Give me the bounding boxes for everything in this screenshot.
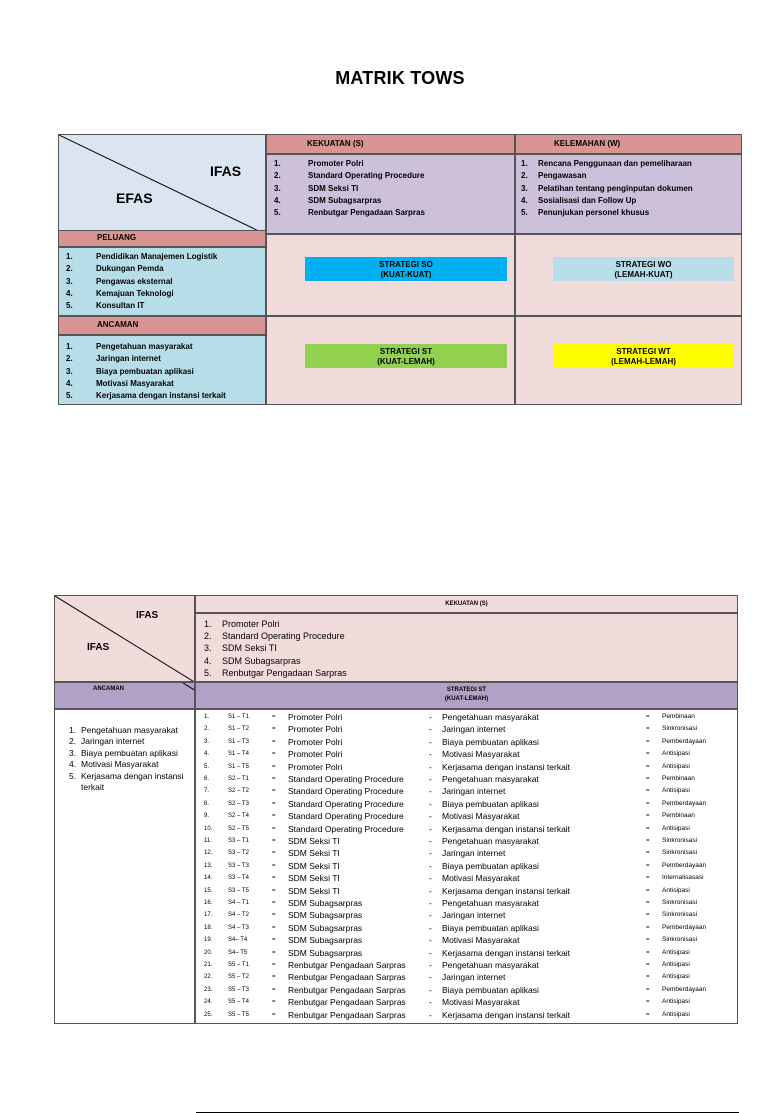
list-item: 4. Kemajuan Teknologi	[66, 288, 174, 298]
list-item: 5. Kerjasama dengan instansi terkait	[66, 391, 226, 401]
dash-separator: -	[429, 972, 432, 983]
dash-separator: -	[429, 910, 432, 921]
diagonal-divider	[59, 135, 266, 234]
row-code: S1 – T2	[228, 726, 249, 733]
row-code: S3 – T4	[228, 875, 249, 882]
list-item: 5. Renbutgar Pengadaan Sarpras	[204, 667, 347, 678]
equals-separator: =	[272, 838, 276, 844]
row-code: S2 – T2	[228, 788, 249, 795]
ancaman-list-cell	[54, 709, 195, 1024]
equals-separator: =	[646, 937, 650, 944]
list-item: 3. Biaya pembuatan aplikasi	[66, 366, 194, 376]
strategi-st-header	[195, 682, 738, 709]
kelemahan-header: KELEMAHAN (W)	[515, 134, 742, 154]
row-no: 5.	[204, 763, 210, 770]
row-s: Promoter Polri	[288, 712, 343, 722]
list-item: 2. Dukungan Pemda	[66, 264, 164, 274]
ancaman-header-label: ANCAMAN	[93, 686, 124, 692]
equals-separator: =	[272, 924, 276, 931]
equals-separator: =	[646, 800, 650, 807]
row-no: 17.	[204, 912, 213, 919]
ancaman-list-cell	[58, 335, 266, 405]
table-row	[196, 860, 739, 872]
dash-separator: -	[429, 823, 432, 834]
row-no: 7.	[204, 788, 210, 795]
equals-separator: =	[646, 924, 650, 931]
row-t: Biaya pembuatan aplikasi	[442, 984, 539, 995]
row-s: Standard Operating Procedure	[288, 798, 404, 809]
row-t: Motivasi Masyarakat	[442, 811, 520, 822]
kekuatan-list-cell	[195, 613, 738, 682]
equals-separator: =	[646, 900, 650, 906]
table-row	[196, 984, 739, 996]
row-no: 2.	[204, 726, 210, 733]
row-s: SDM Seksi TI	[288, 873, 340, 884]
row-no: 8.	[204, 800, 210, 807]
row-s: SDM Seksi TI	[288, 836, 340, 846]
row-s: Promoter Polri	[288, 724, 343, 735]
row-r: Sinkronisasi	[662, 725, 698, 733]
equals-separator: =	[646, 974, 650, 981]
ancaman-header	[54, 682, 195, 709]
equals-separator: =	[646, 714, 650, 720]
list-item: 3. Biaya pembuatan aplikasi	[69, 747, 178, 758]
kelemahan-list-cell	[515, 154, 742, 234]
table-row	[196, 897, 739, 909]
row-t: Jaringan internet	[442, 848, 506, 859]
row-code: S3 – T3	[228, 862, 249, 869]
row-r: Sinkronisasi	[662, 837, 698, 844]
dash-separator: -	[429, 984, 432, 995]
dash-separator: -	[429, 798, 432, 809]
dash-separator: -	[429, 811, 432, 822]
row-code: S5 – T3	[228, 986, 249, 993]
row-code: S3 – T5	[228, 887, 249, 894]
table-row	[196, 748, 739, 760]
row-code: S5 – T5	[228, 1011, 249, 1018]
list-item: 4. Motivasi Masyarakat	[69, 759, 159, 770]
equals-separator: =	[646, 912, 650, 919]
ancaman-list	[69, 725, 189, 793]
row-t: Jaringan internet	[442, 786, 506, 797]
dash-separator: -	[429, 736, 432, 747]
table-row	[196, 847, 739, 859]
row-s: Standard Operating Procedure	[288, 786, 404, 797]
row-s: Standard Operating Procedure	[288, 811, 404, 822]
list-item: 2. Standard Operating Procedure	[274, 171, 425, 181]
row-code: S3 – T1	[228, 838, 249, 844]
row-t: Motivasi Masyarakat	[442, 749, 520, 760]
row-code: S4– T5	[228, 949, 248, 956]
strategi-wt-badge: STRATEGI WT (LEMAH-LEMAH)	[553, 344, 734, 368]
strategi-wo-cell	[515, 234, 742, 316]
list-item: 4. Sosialisasi dan Follow Up	[521, 195, 637, 205]
equals-separator: =	[646, 788, 650, 795]
row-s: SDM Subagsarpras	[288, 935, 363, 946]
row-s: SDM Seksi TI	[288, 848, 340, 859]
strategi-so-badge: STRATEGI SO (KUAT-KUAT)	[305, 257, 507, 281]
ifas-label-top: IFAS	[136, 610, 159, 621]
table-row	[196, 996, 739, 1008]
row-no: 25.	[204, 1011, 213, 1018]
equals-separator: =	[272, 751, 276, 758]
strategi-st-badge: STRATEGI ST (KUAT-LEMAH)	[305, 344, 507, 368]
row-code: S4– T4	[228, 937, 248, 944]
dash-separator: -	[429, 960, 432, 970]
row-code: S1 – T5	[228, 763, 249, 770]
list-item: 3. SDM Seksi TI	[274, 183, 359, 193]
ifas-label: IFAS	[210, 163, 242, 179]
row-s: SDM Subagsarpras	[288, 922, 363, 933]
diagonal-divider	[55, 683, 195, 709]
list-item: 2. Jaringan internet	[69, 736, 145, 747]
equals-separator: =	[646, 751, 650, 758]
equals-separator: =	[646, 813, 650, 820]
row-no: 13.	[204, 862, 213, 869]
dash-separator: -	[429, 848, 432, 859]
row-r: Pemberdayaan	[662, 799, 707, 807]
equals-separator: =	[272, 986, 276, 993]
list-item: 4. Motivasi Masyarakat	[66, 378, 174, 388]
row-code: S3 – T2	[228, 850, 249, 857]
row-t: Biaya pembuatan aplikasi	[442, 798, 539, 809]
equals-separator: =	[272, 714, 276, 720]
row-code: S1 – T4	[228, 751, 249, 758]
dash-separator: -	[429, 898, 432, 908]
list-item: 3. Pengawas eksternal	[66, 276, 173, 286]
row-r: Sinkronisasi	[662, 899, 698, 906]
list-item: 3. SDM Seksi TI	[204, 643, 277, 654]
row-r: Antisipasi	[662, 787, 690, 795]
dash-separator: -	[429, 922, 432, 933]
row-r: Pembinaan	[662, 713, 695, 720]
row-no: 1.	[204, 714, 210, 720]
list-item: 1. Promoter Polri	[204, 619, 280, 629]
equals-separator: =	[272, 887, 276, 894]
row-r: Antisipasi	[662, 961, 690, 968]
equals-separator: =	[272, 862, 276, 869]
ancaman-header: ANCAMAN	[58, 316, 266, 335]
ifas-corner	[54, 595, 195, 682]
row-r: Antisipasi	[662, 973, 690, 981]
dash-separator: -	[429, 1009, 432, 1020]
row-r: Pemberdayaan	[662, 923, 707, 931]
row-r: Pemberdayaan	[662, 737, 707, 745]
list-item: 4. SDM Subagsarpras	[274, 195, 382, 205]
row-r: Antisipasi	[662, 998, 690, 1006]
row-r: Sinkronisasi	[662, 849, 698, 857]
row-r: Antisipasi	[662, 1010, 690, 1018]
dash-separator: -	[429, 761, 432, 772]
kekuatan-header: KEKUATAN (S)	[195, 595, 738, 613]
row-s: Renbutgar Pengadaan Sarpras	[288, 984, 406, 995]
table-row	[196, 798, 739, 810]
row-s: Promoter Polri	[288, 749, 343, 760]
dash-separator: -	[429, 873, 432, 884]
table-row	[196, 736, 739, 748]
equals-separator: =	[272, 949, 276, 956]
row-t: Jaringan internet	[442, 972, 506, 983]
equals-separator: =	[272, 1011, 276, 1018]
row-code: S2 – T3	[228, 800, 249, 807]
row-code: S2 – T4	[228, 813, 249, 820]
row-t: Kerjasama dengan instansi terkait	[442, 823, 571, 834]
row-s: Standard Operating Procedure	[288, 823, 404, 834]
table-row	[196, 835, 739, 847]
row-s: Renbutgar Pengadaan Sarpras	[288, 972, 406, 983]
equals-separator: =	[646, 1011, 650, 1018]
row-no: 9.	[204, 813, 210, 820]
row-s: Renbutgar Pengadaan Sarpras	[288, 1009, 406, 1020]
list-item: 4. SDM Subagsarpras	[204, 655, 301, 666]
tows-matrix	[58, 134, 742, 405]
strategi-st-title: STRATEGI ST	[446, 687, 487, 693]
equals-separator: =	[272, 937, 276, 944]
row-no: 22.	[204, 974, 213, 981]
row-t: Biaya pembuatan aplikasi	[442, 922, 539, 933]
row-t: Kerjasama dengan instansi terkait	[442, 947, 571, 958]
row-code: S5 – T1	[228, 962, 249, 968]
list-item: 1. Rencana Penggunaan dan pemeliharaan	[521, 159, 692, 168]
row-s: SDM Subagsarpras	[288, 910, 363, 921]
equals-separator: =	[272, 962, 276, 968]
equals-separator: =	[272, 800, 276, 807]
strategi-st-subtitle: (KUAT-LEMAH)	[444, 696, 489, 702]
row-no: 11.	[204, 838, 212, 844]
equals-separator: =	[272, 825, 276, 832]
dash-separator: -	[429, 712, 432, 722]
kekuatan-list	[204, 618, 347, 679]
row-s: SDM Seksi TI	[288, 860, 340, 871]
table-row	[196, 1009, 739, 1021]
equals-separator: =	[646, 776, 650, 782]
equals-separator: =	[646, 763, 650, 770]
row-t: Motivasi Masyarakat	[442, 873, 520, 884]
row-no: 24.	[204, 999, 213, 1006]
kekuatan-list-cell	[266, 154, 515, 234]
row-no: 4.	[204, 751, 210, 758]
list-item: 1. Promoter Polri	[274, 159, 364, 168]
row-r: Antisipasi	[662, 762, 690, 770]
list-item: 3. Pelatihan tentang penginputan dokumen	[521, 183, 693, 193]
equals-separator: =	[646, 887, 650, 894]
equals-separator: =	[646, 875, 650, 882]
equals-separator: =	[646, 726, 650, 733]
row-r: Pemberdayaan	[662, 861, 707, 869]
row-no: 3.	[204, 738, 210, 745]
list-item: 2. Standard Operating Procedure	[204, 631, 345, 642]
row-r: Sinkronisasi	[662, 911, 698, 919]
row-s: SDM Subagsarpras	[288, 947, 363, 958]
equals-separator: =	[646, 850, 650, 857]
table-row	[196, 823, 739, 835]
row-r: Pembinaan	[662, 812, 695, 820]
equals-separator: =	[272, 974, 276, 981]
row-r: Antisipasi	[662, 948, 690, 956]
row-code: S1 – T3	[228, 738, 249, 745]
dash-separator: -	[429, 860, 432, 871]
list-item: 5. Penunjukan personel khusus	[521, 208, 650, 218]
dash-separator: -	[429, 774, 432, 784]
diagonal-divider	[55, 596, 195, 682]
peluang-header: PELUANG	[58, 230, 266, 247]
row-no: 12.	[204, 850, 213, 857]
equals-separator: =	[646, 862, 650, 869]
row-r: Antisipasi	[662, 750, 690, 758]
list-item: 2. Jaringan internet	[66, 354, 161, 364]
row-no: 19.	[204, 937, 213, 944]
list-item: 5. Kerjasama dengan instansi terkait	[69, 770, 184, 793]
equals-separator: =	[272, 999, 276, 1006]
dash-separator: -	[429, 786, 432, 797]
table-row	[196, 971, 739, 983]
equals-separator: =	[646, 825, 650, 832]
row-r: Antisipasi	[662, 886, 690, 894]
row-no: 15.	[204, 887, 213, 894]
equals-separator: =	[272, 788, 276, 795]
list-item: 5. Konsultan IT	[66, 301, 145, 311]
row-code: S4 – T3	[228, 924, 249, 931]
row-no: 14.	[204, 875, 213, 882]
table-row	[196, 773, 739, 785]
row-s: Promoter Polri	[288, 736, 343, 747]
kekuatan-header: KEKUATAN (S)	[266, 134, 515, 154]
equals-separator: =	[272, 900, 276, 906]
row-no: 18.	[204, 924, 213, 931]
st-detail-matrix	[54, 595, 738, 1024]
equals-separator: =	[272, 726, 276, 733]
row-t: Pengetahuan masyarakat	[442, 898, 539, 908]
table-row	[196, 934, 739, 946]
row-s: Renbutgar Pengadaan Sarpras	[288, 997, 406, 1008]
row-r: Pembinaan	[662, 775, 695, 782]
strategi-st-cell	[266, 316, 515, 405]
table-row	[196, 872, 739, 884]
row-s: Standard Operating Procedure	[288, 774, 404, 784]
equals-separator: =	[272, 813, 276, 820]
equals-separator: =	[272, 738, 276, 745]
list-item: 1. Pengetahuan masyarakat	[69, 725, 178, 735]
row-no: 20.	[204, 949, 213, 956]
table-row	[196, 810, 739, 822]
table-row	[196, 785, 739, 797]
table-row	[196, 909, 739, 921]
row-t: Motivasi Masyarakat	[442, 997, 520, 1008]
row-r: Antisipasi	[662, 824, 690, 832]
dash-separator: -	[429, 749, 432, 760]
row-code: S1 – T1	[228, 714, 249, 720]
row-t: Biaya pembuatan aplikasi	[442, 736, 539, 747]
row-code: S4 – T2	[228, 912, 249, 919]
equals-separator: =	[646, 838, 650, 844]
table-row	[196, 947, 739, 959]
row-no: 21.	[204, 962, 213, 968]
equals-separator: =	[646, 738, 650, 745]
dash-separator: -	[429, 885, 432, 896]
equals-separator: =	[646, 999, 650, 1006]
table-row	[196, 885, 739, 897]
row-s: SDM Seksi TI	[288, 885, 340, 896]
equals-separator: =	[646, 962, 650, 968]
ancaman-list	[66, 341, 226, 402]
row-s: SDM Subagsarpras	[288, 898, 363, 908]
dash-separator: -	[429, 724, 432, 735]
strategi-so-cell	[266, 234, 515, 316]
row-s: Renbutgar Pengadaan Sarpras	[288, 960, 406, 970]
equals-separator: =	[646, 986, 650, 993]
ifas-label-bottom: IFAS	[87, 642, 110, 653]
row-t: Kerjasama dengan instansi terkait	[442, 1009, 571, 1020]
row-code: S2 – T5	[228, 825, 249, 832]
row-t: Pengetahuan masyarakat	[442, 836, 539, 846]
dash-separator: -	[429, 997, 432, 1008]
list-item: 1. Pengetahuan masyarakat	[66, 342, 193, 351]
row-no: 16.	[204, 900, 213, 906]
row-t: Kerjasama dengan instansi terkait	[442, 885, 571, 896]
equals-separator: =	[272, 763, 276, 770]
equals-separator: =	[272, 875, 276, 882]
equals-separator: =	[272, 776, 276, 782]
row-no: 23.	[204, 986, 213, 993]
row-t: Pengetahuan masyarakat	[442, 774, 539, 784]
equals-separator: =	[272, 850, 276, 857]
row-code: S5 – T2	[228, 974, 249, 981]
row-t: Jaringan internet	[442, 910, 506, 921]
table-row	[196, 723, 739, 735]
efas-label: EFAS	[116, 190, 153, 206]
table-row	[196, 922, 739, 934]
table-row	[196, 711, 739, 723]
row-t: Pengetahuan masyarakat	[442, 712, 539, 722]
row-code: S2 – T1	[228, 776, 249, 782]
list-item: 2. Pengawasan	[521, 171, 587, 181]
equals-separator: =	[272, 912, 276, 919]
equals-separator: =	[646, 949, 650, 956]
row-code: S4 – T1	[228, 900, 249, 906]
page-title: MATRIK TOWS	[335, 68, 465, 88]
dash-separator: -	[429, 935, 432, 946]
row-t: Motivasi Masyarakat	[442, 935, 520, 946]
row-t: Kerjasama dengan instansi terkait	[442, 761, 571, 772]
strategi-wo-badge: STRATEGI WO (LEMAH-KUAT)	[553, 257, 734, 281]
dash-separator: -	[429, 836, 432, 846]
row-t: Pengetahuan masyarakat	[442, 960, 539, 970]
table-row	[196, 761, 739, 773]
peluang-list-cell	[58, 247, 266, 316]
strategi-wt-cell	[515, 316, 742, 405]
dash-separator: -	[429, 947, 432, 958]
row-t: Jaringan internet	[442, 724, 506, 735]
row-r: Internalisasasi	[662, 874, 704, 882]
row-t: Biaya pembuatan aplikasi	[442, 860, 539, 871]
table-row	[196, 959, 739, 971]
row-no: 6.	[204, 776, 210, 782]
row-no: 10.	[204, 825, 213, 832]
row-s: Promoter Polri	[288, 761, 343, 772]
peluang-list	[66, 251, 217, 312]
list-item: 5. Renbutgar Pengadaan Sarpras	[274, 208, 425, 218]
ifas-efas-corner	[58, 134, 266, 234]
row-r: Sinkronisasi	[662, 936, 698, 944]
row-code: S5 – T4	[228, 999, 249, 1006]
kekuatan-list	[274, 158, 425, 219]
kelemahan-list	[521, 158, 693, 219]
row-r: Pemberdayaan	[662, 985, 707, 993]
list-item: 1. Pendidikan Manajemen Logistik	[66, 252, 218, 261]
strategy-rows	[195, 709, 738, 1024]
